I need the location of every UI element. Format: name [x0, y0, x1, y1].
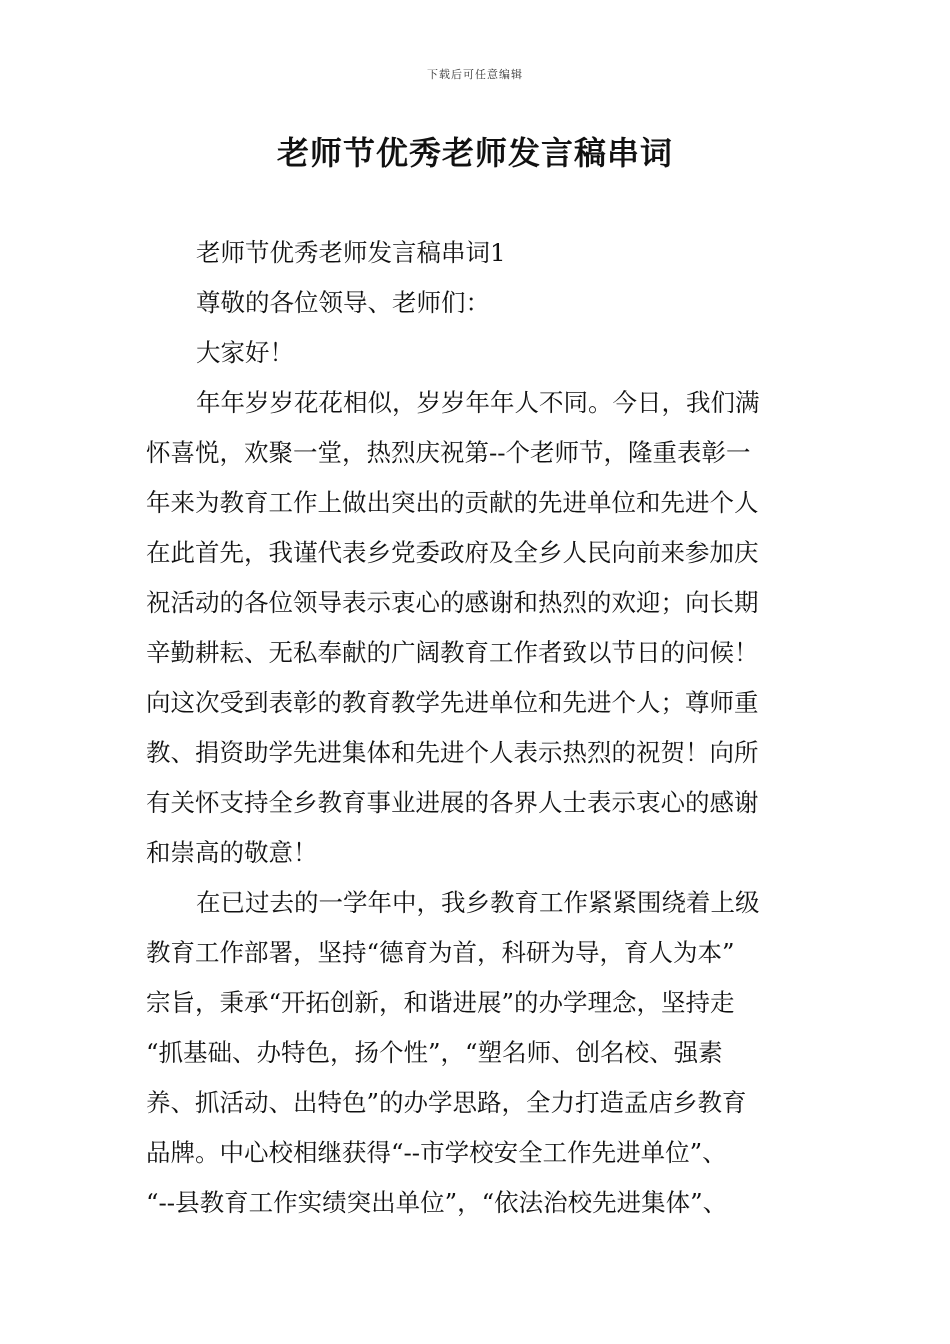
- text-line: “--县教育工作实绩突出单位”，“依法治校先进集体”、: [146, 1188, 728, 1217]
- document-body: [146, 228, 812, 1228]
- text-line: 宗旨，秉承“开拓创新，和谐进展”的办学理念，坚持走: [146, 988, 735, 1017]
- text-line: 年来为教育工作上做出突出的贡献的先进单位和先进个人: [146, 488, 759, 517]
- text-line: 辛勤耕耘、无私奉献的广阔教育工作者致以节日的问候！: [146, 638, 759, 667]
- text-line: “抓基础、办特色，扬个性”，“塑名师、创名校、强素: [146, 1038, 723, 1067]
- text-line: 教、捐资助学先进集体和先进个人表示热烈的祝贺！向所: [146, 738, 759, 767]
- text-line: 向这次受到表彰的教育教学先进单位和先进个人；尊师重: [146, 688, 759, 717]
- text-line: 在已过去的一学年中，我乡教育工作紧紧围绕着上级: [196, 888, 760, 917]
- text-line: 尊敬的各位领导、老师们：: [196, 288, 490, 317]
- text-line: 老师节优秀老师发言稿串词1: [196, 238, 506, 267]
- text-line: 养、抓活动、出特色”的办学思路，全力打造孟店乡教育: [146, 1088, 747, 1117]
- text-line: 怀喜悦，欢聚一堂，热烈庆祝第--个老师节，隆重表彰一: [146, 438, 751, 467]
- text-line: 祝活动的各位领导表示衷心的感谢和热烈的欢迎；向长期: [146, 588, 759, 617]
- text-line: 大家好！: [196, 338, 294, 367]
- text-line: 有关怀支持全乡教育事业进展的各界人士表示衷心的感谢: [146, 788, 759, 817]
- document-title: 老师节优秀老师发言稿串词: [276, 134, 673, 172]
- text-line: 和崇高的敬意！: [146, 838, 318, 867]
- text-line: 教育工作部署，坚持“德育为首，科研为导，育人为本”: [146, 938, 735, 967]
- header-note: 下载后可任意编辑: [427, 68, 523, 81]
- text-line: 年年岁岁花花相似，岁岁年年人不同。今日，我们满: [196, 388, 760, 417]
- text-line: 品牌。中心校相继获得“--市学校安全工作先进单位”、: [146, 1138, 727, 1167]
- text-line: 在此首先，我谨代表乡党委政府及全乡人民向前来参加庆: [146, 538, 759, 567]
